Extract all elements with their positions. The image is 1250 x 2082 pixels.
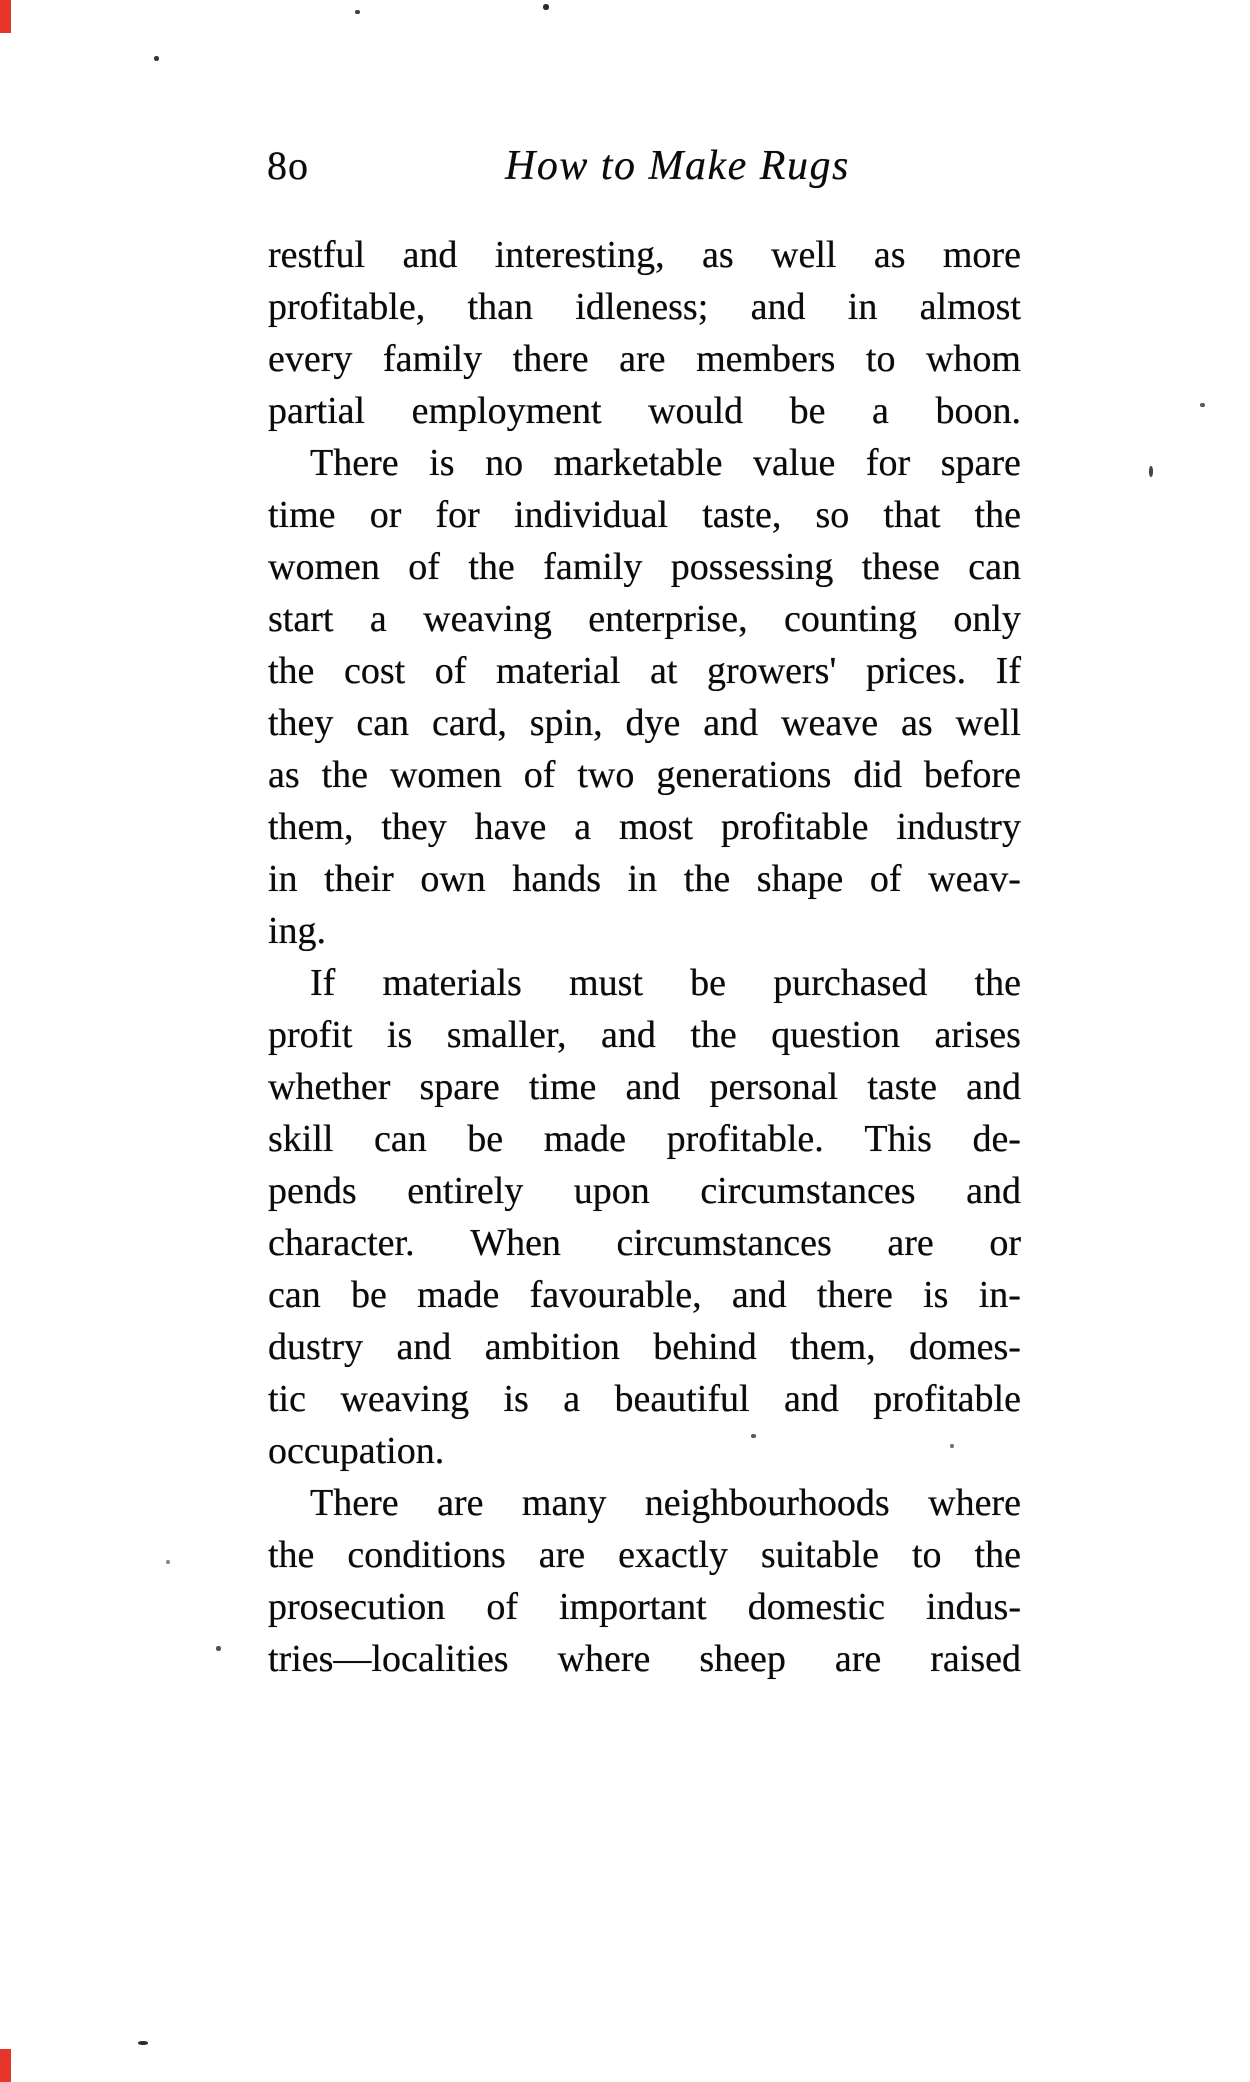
scan-speck xyxy=(154,56,159,61)
word: beautiful xyxy=(614,1378,750,1420)
word: of xyxy=(486,1586,518,1628)
word: and xyxy=(625,1066,681,1108)
paragraph xyxy=(268,229,1021,437)
word: of xyxy=(408,546,440,588)
word: the xyxy=(268,650,315,692)
word: of xyxy=(869,858,902,900)
word: and xyxy=(731,1274,787,1316)
word: their xyxy=(324,858,394,900)
word: a xyxy=(872,390,889,432)
word: in xyxy=(847,286,878,328)
word: important xyxy=(558,1586,707,1628)
text-line xyxy=(268,1269,1021,1321)
word: and xyxy=(396,1326,452,1368)
word: dustry xyxy=(268,1326,363,1368)
word: behind xyxy=(653,1326,757,1368)
word: must xyxy=(569,962,643,1004)
text-line xyxy=(268,801,1021,853)
word: or xyxy=(369,494,402,536)
word: domestic xyxy=(747,1586,885,1628)
word: be xyxy=(467,1118,504,1160)
scan-edge-mark-top xyxy=(0,0,11,33)
word: is xyxy=(923,1274,949,1316)
word: interesting, xyxy=(494,234,665,276)
word: most xyxy=(619,806,693,848)
page-number: 8o xyxy=(267,143,309,188)
text-line xyxy=(268,1165,1021,1217)
text-line xyxy=(268,1477,1021,1529)
word: there xyxy=(816,1274,893,1316)
word: When xyxy=(470,1222,561,1264)
paragraph xyxy=(268,957,1021,1477)
text-line xyxy=(268,333,1021,385)
word: taste, xyxy=(702,494,782,536)
word: be xyxy=(350,1274,387,1316)
text-line xyxy=(268,229,1021,281)
word: the xyxy=(268,1534,315,1576)
word: to xyxy=(865,338,896,380)
word: where xyxy=(928,1482,1021,1524)
word: a xyxy=(563,1378,581,1420)
word: weav- xyxy=(928,858,1021,900)
text-line xyxy=(268,1061,1021,1113)
word: can xyxy=(968,546,1021,588)
word: idleness; xyxy=(575,286,709,328)
word: There xyxy=(310,442,399,484)
running-title: How to Make Rugs xyxy=(505,143,850,189)
scan-speck xyxy=(1200,403,1205,407)
word: a xyxy=(369,598,387,640)
text-line xyxy=(268,1113,1021,1165)
scan-speck xyxy=(751,1434,756,1438)
word: circumstances xyxy=(700,1170,916,1212)
word: material xyxy=(496,650,621,692)
word: are xyxy=(834,1638,882,1680)
word: own xyxy=(420,858,486,900)
word: are xyxy=(619,338,666,380)
word: they xyxy=(381,806,447,848)
word: sheep xyxy=(699,1638,786,1680)
word: indus- xyxy=(925,1586,1021,1628)
word: raised xyxy=(930,1638,1021,1680)
word: is xyxy=(503,1378,529,1420)
word: of xyxy=(523,754,556,796)
word: family xyxy=(382,338,483,380)
word: taste xyxy=(867,1066,937,1108)
word: these xyxy=(861,546,940,588)
word: entirely xyxy=(407,1170,524,1212)
word: start xyxy=(268,598,334,640)
word: profitable xyxy=(720,806,869,848)
word: more xyxy=(942,234,1021,276)
word: and xyxy=(402,234,458,276)
word: the xyxy=(683,858,731,900)
word: question xyxy=(771,1014,900,1056)
word: generations xyxy=(656,754,832,796)
word: and xyxy=(966,1170,1021,1212)
word: did xyxy=(853,754,902,796)
word: marketable xyxy=(553,442,723,484)
word: prosecution xyxy=(268,1586,446,1628)
word: them, xyxy=(268,806,354,848)
text-line xyxy=(268,1321,1021,1373)
word: be xyxy=(789,390,826,432)
word: hands xyxy=(512,858,602,900)
text-line xyxy=(268,1009,1021,1061)
word: character. xyxy=(268,1222,415,1264)
word: upon xyxy=(573,1170,650,1212)
word: prices. xyxy=(865,650,967,692)
word: as xyxy=(900,702,933,744)
word: as xyxy=(268,754,300,796)
word: card, xyxy=(431,702,507,744)
text-line xyxy=(268,697,1021,749)
text-line xyxy=(268,645,1021,697)
text-line xyxy=(268,749,1021,801)
word: are xyxy=(437,1482,484,1524)
text-line xyxy=(268,1529,1021,1581)
word: can xyxy=(356,702,410,744)
word: This xyxy=(864,1118,932,1160)
word: is xyxy=(386,1014,413,1056)
word: profitable xyxy=(873,1378,1021,1420)
word: women xyxy=(268,546,380,588)
word: and xyxy=(750,286,806,328)
text-line xyxy=(268,489,1021,541)
word: or xyxy=(989,1222,1021,1264)
word: only xyxy=(953,598,1021,640)
word: favourable, xyxy=(529,1274,702,1316)
word: tic xyxy=(268,1378,306,1420)
paragraph xyxy=(268,437,1021,957)
word: women xyxy=(389,754,502,796)
word: than xyxy=(467,286,533,328)
word: possessing xyxy=(670,546,834,588)
word: are xyxy=(887,1222,934,1264)
scan-speck xyxy=(543,4,549,10)
word: dye xyxy=(625,702,681,744)
word: industry xyxy=(896,806,1021,848)
word: as xyxy=(873,234,906,276)
word: shape xyxy=(756,858,844,900)
word: employment xyxy=(411,390,602,432)
scan-speck xyxy=(1149,466,1153,477)
word: almost xyxy=(919,286,1021,328)
word: restful xyxy=(268,234,366,276)
word: every xyxy=(268,338,353,380)
word: family xyxy=(543,546,643,588)
word: be xyxy=(690,962,727,1004)
word: where xyxy=(557,1638,651,1680)
word: weaving xyxy=(340,1378,470,1420)
word: well xyxy=(955,702,1021,744)
scan-speck xyxy=(355,10,360,14)
word: made xyxy=(417,1274,500,1316)
word: can xyxy=(374,1118,427,1160)
word: and xyxy=(600,1014,656,1056)
word: spare xyxy=(940,442,1021,484)
word: the xyxy=(974,962,1021,1004)
word: whom xyxy=(925,338,1021,380)
word: so xyxy=(815,494,850,536)
word: and xyxy=(783,1378,839,1420)
word: have xyxy=(474,806,547,848)
paragraph xyxy=(268,1477,1021,1685)
word: suitable xyxy=(760,1534,880,1576)
word: If xyxy=(995,650,1021,692)
text-line xyxy=(268,1217,1021,1269)
text-line xyxy=(268,853,1021,905)
word: there xyxy=(512,338,589,380)
word: is xyxy=(429,442,455,484)
word: and xyxy=(703,702,759,744)
word: value xyxy=(753,442,836,484)
word: tries—localities xyxy=(268,1638,509,1680)
word: profit xyxy=(268,1014,353,1056)
word: spare xyxy=(419,1066,500,1108)
text-line xyxy=(268,281,1021,333)
word: cost xyxy=(344,650,406,692)
word: in- xyxy=(978,1274,1021,1316)
word: are xyxy=(538,1534,586,1576)
word: exactly xyxy=(618,1534,728,1576)
word: weaving xyxy=(423,598,552,640)
word: the xyxy=(321,754,369,796)
word: spin, xyxy=(529,702,603,744)
word: arises xyxy=(934,1014,1021,1056)
word: neighbourhoods xyxy=(644,1482,890,1524)
word: no xyxy=(485,442,524,484)
word: skill xyxy=(268,1118,334,1160)
scan-speck xyxy=(216,1646,221,1651)
word: well xyxy=(771,234,837,276)
word: smaller, xyxy=(446,1014,567,1056)
word: to xyxy=(912,1534,942,1576)
word: enterprise, xyxy=(588,598,748,640)
word: If xyxy=(310,962,336,1004)
word: There xyxy=(310,1482,399,1524)
word: time xyxy=(528,1066,597,1108)
word: the xyxy=(974,1534,1021,1576)
word: members xyxy=(696,338,836,380)
text-line xyxy=(268,541,1021,593)
text-line xyxy=(268,1633,1021,1685)
word: circumstances xyxy=(616,1222,832,1264)
text-line xyxy=(268,385,1021,437)
word: they xyxy=(268,702,334,744)
text-line xyxy=(268,437,1021,489)
word: many xyxy=(521,1482,607,1524)
word: whether xyxy=(268,1066,391,1108)
word: and xyxy=(966,1066,1021,1108)
word: that xyxy=(883,494,941,536)
word: ambition xyxy=(484,1326,620,1368)
word: as xyxy=(701,234,734,276)
scan-speck xyxy=(950,1444,954,1448)
word: profitable, xyxy=(268,286,426,328)
word: purchased xyxy=(773,962,928,1004)
word: pends xyxy=(268,1170,357,1212)
word: the xyxy=(690,1014,737,1056)
word: can xyxy=(268,1274,321,1316)
word: them, xyxy=(790,1326,876,1368)
word: conditions xyxy=(347,1534,506,1576)
word: a xyxy=(574,806,592,848)
word: for xyxy=(865,442,911,484)
scan-speck xyxy=(138,2041,148,2045)
word: counting xyxy=(783,598,917,640)
word: boon. xyxy=(935,390,1021,432)
word: weave xyxy=(781,702,879,744)
word: at xyxy=(650,650,678,692)
text-line: occupation. xyxy=(268,1430,445,1472)
text-line xyxy=(268,593,1021,645)
word: individual xyxy=(513,494,669,536)
word: profitable. xyxy=(666,1118,824,1160)
word: personal xyxy=(709,1066,839,1108)
word: materials xyxy=(382,962,522,1004)
word: the xyxy=(974,494,1021,536)
word: in xyxy=(627,858,658,900)
word: two xyxy=(577,754,635,796)
word: domes- xyxy=(909,1326,1021,1368)
word: in xyxy=(268,858,298,900)
scan-edge-mark-bottom xyxy=(0,2049,11,2082)
text-line xyxy=(268,957,1021,1009)
word: time xyxy=(268,494,336,536)
word: of xyxy=(434,650,467,692)
word: before xyxy=(923,754,1021,796)
page-header xyxy=(0,143,1250,196)
word: the xyxy=(468,546,515,588)
text-line: ing. xyxy=(268,910,327,952)
scan-speck xyxy=(166,1560,170,1564)
word: for xyxy=(435,494,480,536)
word: would xyxy=(648,390,744,432)
word: made xyxy=(543,1118,627,1160)
text-line xyxy=(268,1581,1021,1633)
word: growers' xyxy=(707,650,837,692)
word: de- xyxy=(972,1118,1021,1160)
text-line xyxy=(268,1373,1021,1425)
word: partial xyxy=(268,390,366,432)
body-text xyxy=(268,229,1021,1685)
